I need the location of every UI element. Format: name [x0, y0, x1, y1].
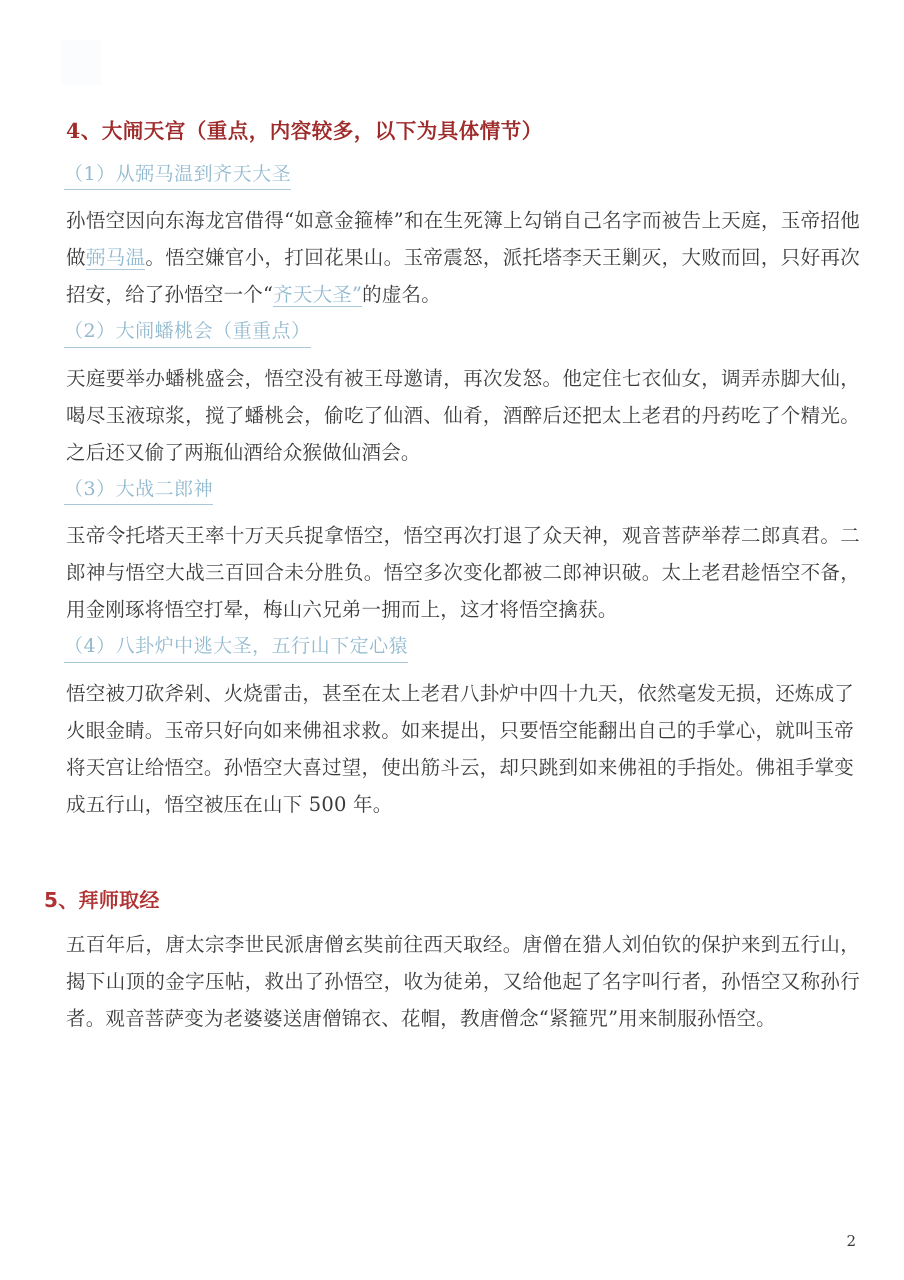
- subsection-4-1-heading[interactable]: （1）从弼马温到齐天大圣: [64, 160, 291, 191]
- subsection-4-2-paragraph: 天庭要举办蟠桃盛会，悟空没有被王母邀请，再次发怒。他定住七衣仙女，调弄赤脚大仙，喝尽玉液琼浆，搅了蟠桃会，偷吃了仙酒、仙肴，酒醉后还把太上老君的丹药吃了个精光。之后还又偷了两瓶仙酒给众猴做仙酒会。: [66, 366, 860, 464]
- section-spacer: [44, 827, 860, 887]
- paragraph-text-part: 。悟空嫌官小，打回花果山。玉帝震怒，派托塔李天王剿灭，大败而回，只好再次招安，给了孙悟空一个“: [66, 246, 860, 307]
- section-5-heading: 5、拜师取经: [44, 887, 160, 912]
- subsection-4-3-heading-wrap: [44, 475, 860, 514]
- page-number: 2: [846, 1232, 856, 1250]
- subsection-4-3-paragraph: 玉帝令托塔天王率十万天兵捉拿悟空，悟空再次打退了众天神，观音菩萨举荐二郎真君。二郎神与悟空大战三百回合未分胜负。悟空多次变化都被二郎神识破。太上老君趁悟空不备，用金刚琢将悟空打晕，梅山六兄弟一拥而上，这才将悟空擒获。: [66, 524, 860, 622]
- highlight-qitiandasheng[interactable]: 齐天大圣”: [273, 283, 363, 307]
- page-watermark: [62, 40, 102, 85]
- highlight-biematemperature[interactable]: 弼马温: [85, 246, 146, 270]
- section-5-paragraph: 五百年后，唐太宗李世民派唐僧玄奘前往西天取经。唐僧在猎人刘伯钦的保护来到五行山，揭下山顶的金字压帖，救出了孙悟空，收为徒弟，又给他起了名字叫行者，孙悟空又称孙行者。观音菩萨变为老婆婆送唐僧锦衣、花帽，教唐僧念“紧箍咒”用来制服孙悟空。: [66, 932, 860, 1030]
- document-content: [44, 118, 860, 1041]
- subsection-4-2-heading[interactable]: （2）大闹蟠桃会（重重点）: [64, 317, 311, 348]
- subsection-4-4-paragraph: 悟空被刀砍斧剁、火烧雷击，甚至在太上老君八卦炉中四十九天，依然毫发无损，还炼成了火眼金睛。玉帝只好向如来佛祖求救。如来提出，只要悟空能翻出自己的手掌心，就叫玉帝将天宫让给悟空。孙悟空大喜过望，使出筋斗云，却只跳到如来佛祖的手指处。佛祖手掌变成五行山，悟空被压在山下 500 年。: [66, 681, 855, 816]
- subsection-4-2-heading-wrap: [44, 317, 860, 356]
- subsection-4-4-heading[interactable]: （4）八卦炉中逃大圣，五行山下定心猿: [64, 632, 408, 663]
- subsection-4-1-paragraph: [66, 202, 860, 313]
- subsection-4-1-heading-wrap: [44, 160, 860, 199]
- section-4-heading: 4、大闹天宫（重点，内容较多，以下为具体情节）: [66, 119, 543, 143]
- paragraph-text-part: 孙悟空因向东海龙宫借得“如意金箍棒”和在生死簿上勾销自己名字而被告上天庭，玉帝招他做: [66, 209, 860, 270]
- paragraph-text-part: 的虚名。: [362, 283, 441, 307]
- subsection-4-4-heading-wrap: [44, 632, 860, 671]
- subsection-4-3-heading[interactable]: （3）大战二郎神: [64, 475, 213, 506]
